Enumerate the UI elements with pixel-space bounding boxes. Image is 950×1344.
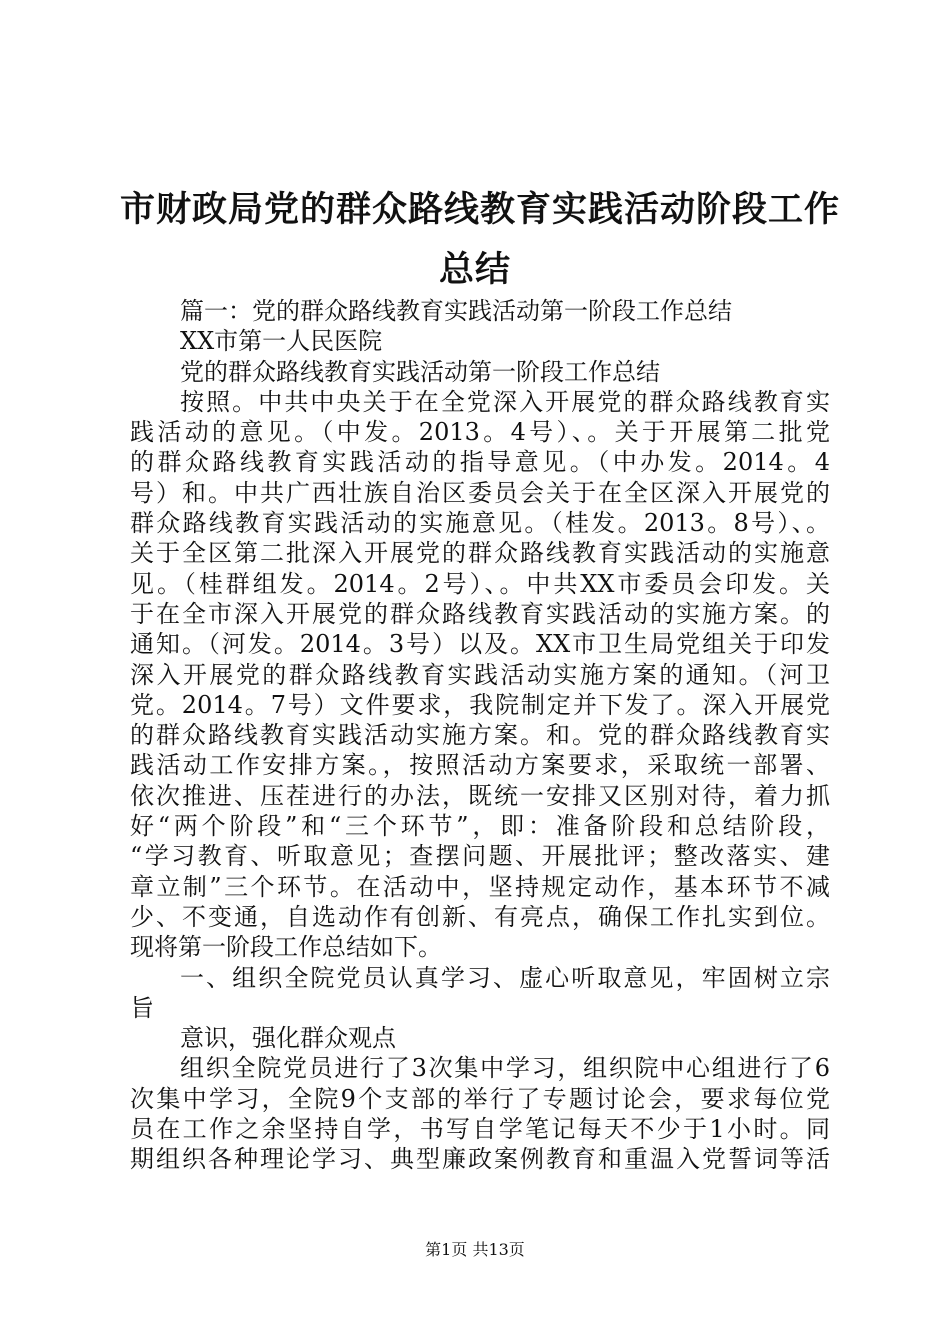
body-line: 党的群众路线教育实践活动第一阶段工作总结 — [180, 357, 660, 386]
body-line: 号）和。中共广西壮族自治区委员会关于在全区深入开展党的 — [130, 478, 830, 507]
body-line: 群众路线教育实践活动的实施意见。（桂发。2013。8号）、。 — [130, 509, 830, 538]
body-line: 期组织各种理论学习、典型廉政案例教育和重温入党誓词等活 — [130, 1145, 830, 1174]
body-line: 一、组织全院党员认真学习、虚心听取意见，牢固树立宗 — [180, 963, 830, 992]
document-body — [130, 296, 830, 1175]
body-line: 组织全院党员进行了3次集中学习，组织院中心组进行了6 — [180, 1054, 830, 1083]
body-line: “学习教育、听取意见；查摆问题、开展批评；整改落实、建 — [130, 842, 830, 871]
body-line: 员在工作之余坚持自学，书写自学笔记每天不少于1小时。同 — [130, 1115, 830, 1144]
body-line: 的群众路线教育实践活动实施方案。和。党的群众路线教育实 — [130, 721, 830, 750]
page-footer: 第1页 共13页 — [425, 1240, 525, 1259]
body-line: 的群众路线教育实践活动的指导意见。（中办发。2014。4 — [130, 448, 830, 477]
body-line: 通知。（河发。2014。3号）以及。XX市卫生局党组关于印发 — [130, 630, 830, 659]
body-line: 见。（桂群组发。2014。2号）、。中共XX市委员会印发。关 — [130, 569, 830, 598]
body-line: 深入开展党的群众路线教育实践活动实施方案的通知。（河卫 — [130, 660, 830, 689]
body-line: 关于全区第二批深入开展党的群众路线教育实践活动的实施意 — [130, 539, 830, 568]
document-title-line-2: 总结 — [438, 250, 511, 290]
body-line: 章立制”三个环节。在活动中，坚持规定动作，基本环节不减 — [130, 872, 830, 901]
body-line: XX市第一人民医院 — [180, 327, 383, 356]
body-line: 按照。中共中央关于在全党深入开展党的群众路线教育实 — [180, 387, 830, 416]
document-title-line-1: 市财政局党的群众路线教育实践活动阶段工作 — [120, 190, 841, 230]
body-line: 旨 — [130, 993, 154, 1022]
body-line: 践活动的意见。（中发。2013。4号）、。关于开展第二批党 — [130, 418, 830, 447]
body-line: 少、不变通，自选动作有创新、有亮点，确保工作扎实到位。 — [130, 902, 830, 931]
body-line: 现将第一阶段工作总结如下。 — [130, 933, 442, 962]
body-line: 践活动工作安排方案。，按照活动方案要求，采取统一部署、 — [130, 751, 830, 780]
body-line: 于在全市深入开展党的群众路线教育实践活动的实施方案。的 — [130, 599, 830, 628]
body-line: 次集中学习，全院9个支部的举行了专题讨论会，要求每位党 — [130, 1084, 830, 1113]
body-line: 意识，强化群众观点 — [180, 1024, 396, 1053]
body-line: 篇一：党的群众路线教育实践活动第一阶段工作总结 — [180, 297, 732, 325]
body-line: 党。2014。7号）文件要求，我院制定并下发了。深入开展党 — [130, 690, 830, 719]
body-line: 依次推进、压茬进行的办法，既统一安排又区别对待，着力抓 — [130, 781, 830, 810]
body-line: 好“两个阶段”和“三个环节”，即：准备阶段和总结阶段， — [130, 812, 830, 841]
